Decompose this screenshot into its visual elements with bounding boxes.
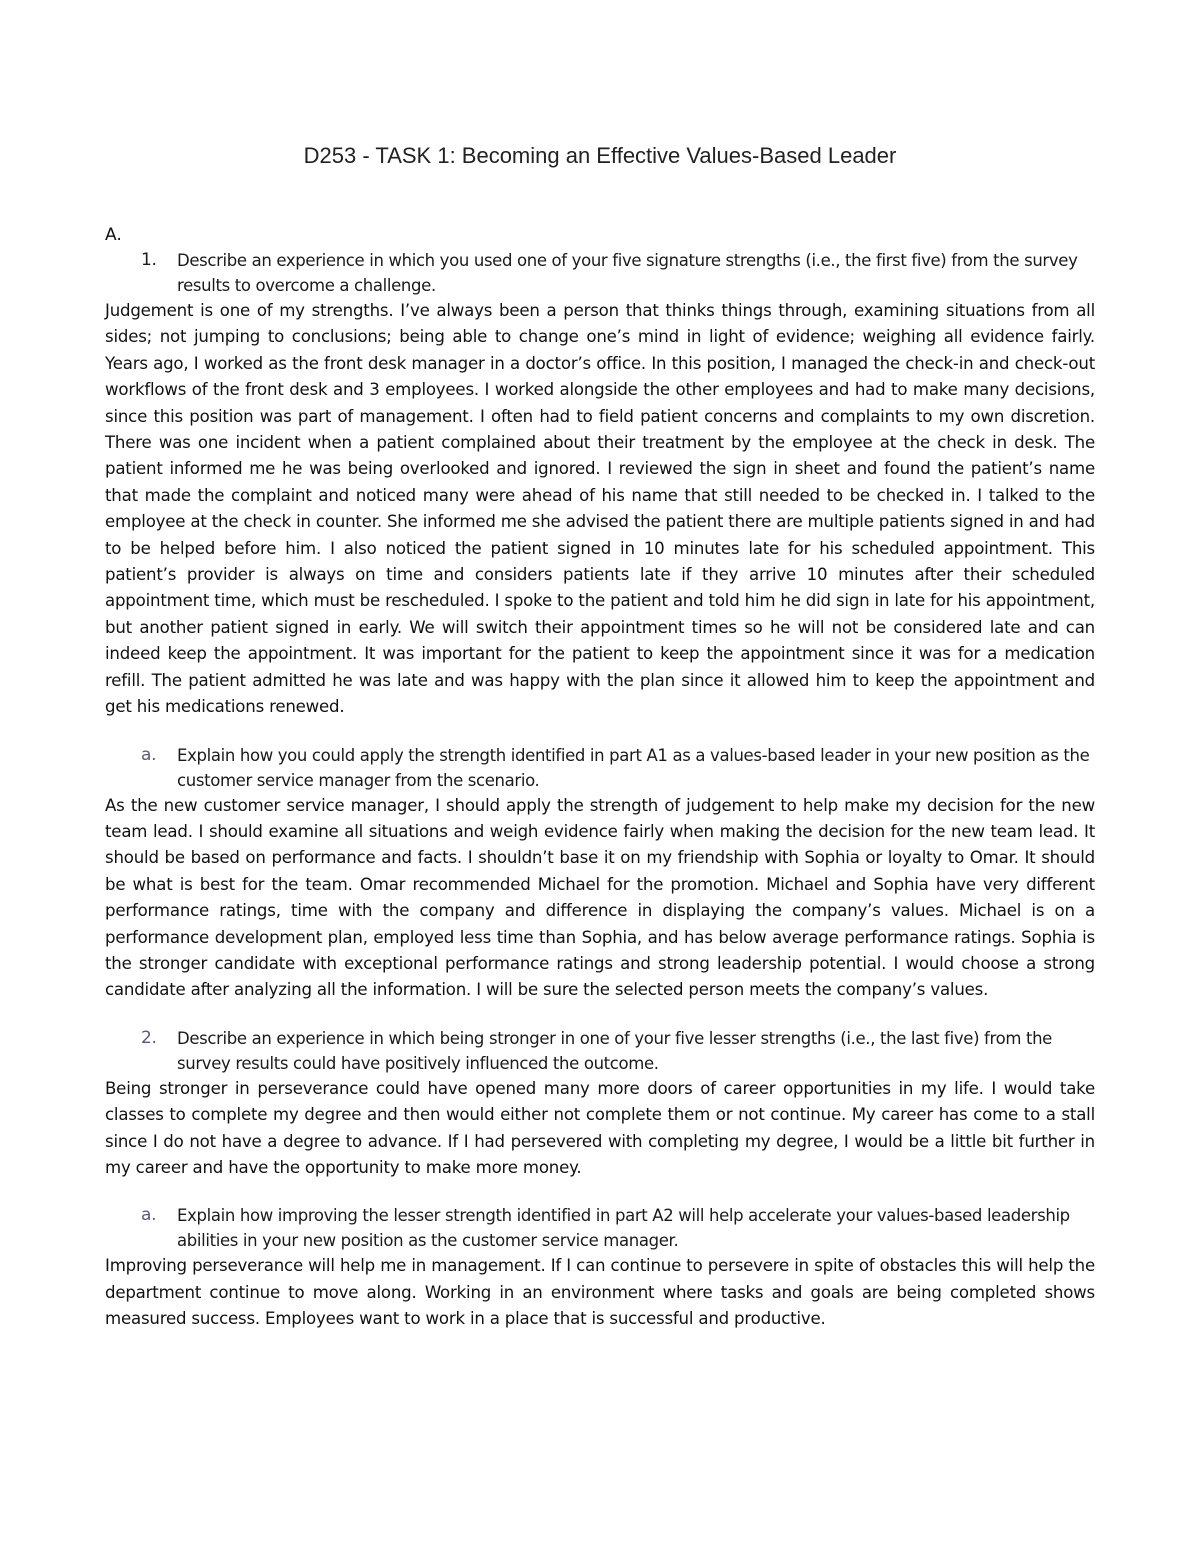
question-2-text: Describe an experience in which being stronger in one of your five lesser strengths (i.e., the last five) from the survey results could have positively influenced the outcome. bbox=[177, 1028, 1052, 1073]
document-body bbox=[105, 222, 1095, 1333]
question-2a-answer: Improving perseverance will help me in management. If I can continue to persevere in spite of obstacles this will help the department continue to move along. Working in an environment where tasks and goals are being completed shows measured success. Employees want to work in a place that is successful and productive. bbox=[105, 1256, 1095, 1329]
question-2a-marker: a. bbox=[141, 1205, 157, 1226]
section-label: A. bbox=[105, 225, 122, 245]
question-1a-prompt bbox=[105, 743, 1095, 793]
question-1-marker: 1. bbox=[141, 250, 157, 270]
question-1a-text: Explain how you could apply the strength identified in part A1 as a values-based leader in your new position as the customer service manager from the scenario. bbox=[177, 745, 1090, 790]
question-1-answer: Judgement is one of my strengths. I’ve always been a person that thinks things through, examining situations from all sides; not jumping to conclusions; being able to change one’s mind in light of evidence; weighing all evidence fairly. Years ago, I worked as the front desk manager in a doctor’s office. In this position, I managed the check-in and check-out workflows of the front desk and 3 employees. I worked alongside the other employees and had to make many decisions, since this position was part of management. I often had to field patient concerns and complaints to my own discretion. There was one incident when a patient complained about their treatment by the employee at the check in desk. The patient informed me he was being overlooked and ignored. I reviewed the sign in sheet and found the patient’s name that made the complaint and noticed many were ahead of his name that still needed to be checked in. I talked to the employee at the check in counter. She informed me she advised the patient there are multiple patients signed in and had to be helped before him. I also noticed the patient signed in 10 minutes late for his scheduled appointment. This patient’s provider is always on time and considers patients late if they arrive 10 minutes after their scheduled appointment time, which must be rescheduled. I spoke to the patient and told him he did sign in late for his appointment, but another patient signed in early. We will switch their appointment times so he will not be considered late and can indeed keep the appointment. It was important for the patient to keep the appointment since it was for a medication refill. The patient admitted he was late and was happy with the plan since it allowed him to keep the appointment and get his medications renewed. bbox=[105, 301, 1095, 717]
question-2-marker: 2. bbox=[141, 1027, 157, 1048]
question-1-text: Describe an experience in which you used one of your five signature strengths (i.e., the first five) from the survey results to overcome a challenge. bbox=[177, 251, 1078, 295]
question-1a-answer: As the new customer service manager, I should apply the strength of judgement to help make my decision for the new team lead. I should examine all situations and weigh evidence fairly when making the decision for the new team lead. It should be based on performance and facts. I shouldn’t base it on my friendship with Sophia or loyalty to Omar. It should be what is best for the team. Omar recommended Michael for the promotion. Michael and Sophia have very different performance ratings, time with the company and difference in displaying the company’s values. Michael is on a performance development plan, employed less time than Sophia, and has below average performance ratings. Sophia is the stronger candidate with exceptional performance ratings and strong leadership potential. I would choose a strong candidate after analyzing all the information. I will be sure the selected person meets the company’s values. bbox=[105, 795, 1095, 1000]
question-2a-prompt bbox=[105, 1203, 1095, 1253]
question-1-prompt bbox=[105, 248, 1095, 298]
question-2a-text: Explain how improving the lesser strength identified in part A2 will help accelerate your values-based leadership abilities in your new position as the customer service manager. bbox=[177, 1206, 1070, 1251]
question-2-prompt bbox=[105, 1026, 1095, 1076]
page-title: D253 - TASK 1: Becoming an Effective Values-Based Leader bbox=[303, 143, 897, 168]
question-2-answer: Being stronger in perseverance could have opened many more doors of career opportunities in my life. I would take classes to complete my degree and then would either not complete them or not continue. My career has come to a stall since I do not have a degree to advance. If I had persevered with completing my degree, I would be a little bit further in my career and have the opportunity to make more money. bbox=[105, 1078, 1095, 1177]
question-1a-marker: a. bbox=[141, 744, 157, 765]
